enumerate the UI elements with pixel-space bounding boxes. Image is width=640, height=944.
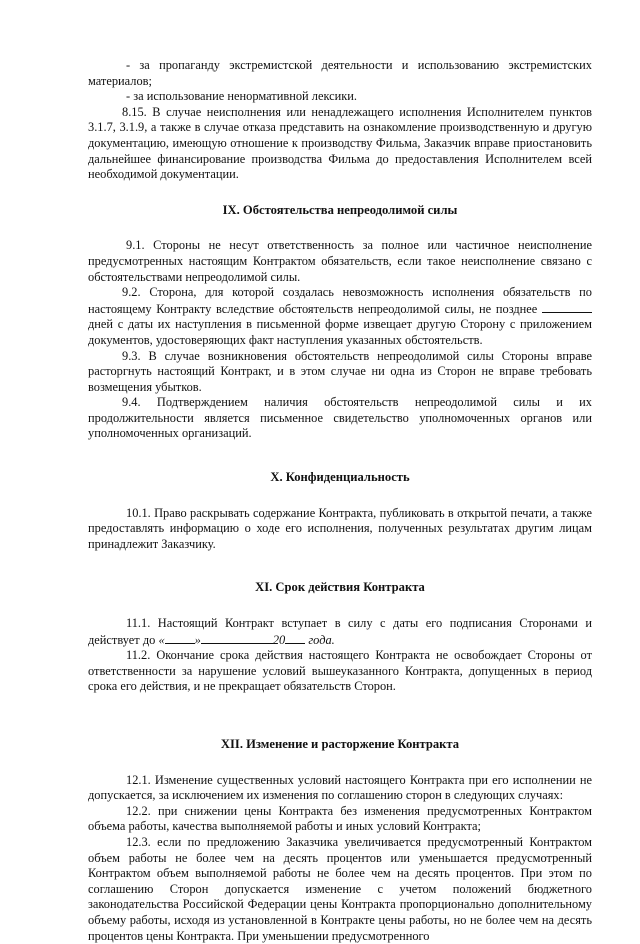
list-item: - за пропаганду экстремистской деятельности и использованию экстремистских материалов;: [88, 58, 592, 88]
section-10-title: X. Конфиденциальность: [270, 470, 410, 485]
list-item: - за использование ненормативной лексики.: [126, 89, 358, 104]
paragraph-12-3: 12.3. если по предложению Заказчика увеличивается предусмотренный Контрактом объем работы не более чем на десять процентов или уменьшается предусмотренный Контрактом объем выполняемой работы не более чем на десять процентов. При этом по соглашению Сторон допускается изменение с учетом положений бюджетного законодательства Российской Федерации цены Контракта пропорционально дополнительному объему работы, исходя из установленной в Контракте цены работы, но не более чем на десять процентов цены Контракта. При уменьшении предусмотренного: [88, 834, 592, 943]
paragraph-10-1: 10.1. Право раскрывать содержание Контракта, публиковать в открытой печати, а также предоставлять информацию о ходе его исполнения, полученных результатах другим лицам принадлежит Заказчику.: [88, 505, 592, 551]
paragraph-12-2: 12.2. при снижении цены Контракта без изменения предусмотренных Контрактом объема работы, качества выполняемой работы и иных условий Контракта;: [88, 803, 592, 834]
paragraph-12-1: 12.1. Изменение существенных условий настоящего Контракта при его исполнении не допускается, за исключением их изменения по соглашению сторон в следующих случаях:: [88, 772, 592, 803]
paragraph-9-4: 9.4. Подтверждением наличия обстоятельств непреодолимой силы и их продолжительности является письменное свидетельство уполномоченных органов или уполномоченных организаций.: [88, 395, 592, 441]
paragraph-9-3: 9.3. В случае возникновения обстоятельств непреодолимой силы Стороны вправе расторгнуть настоящий Контракт, и в этом случае ни одна из Сторон не вправе требовать возмещения убытков.: [88, 348, 592, 394]
paragraph-9-1: 9.1. Стороны не несут ответственность за полное или частичное неисполнение предусмотренных настоящим Контрактом обязательств, если такое неисполнение связано с обстоятельствами непреодолимой силы.: [88, 238, 592, 284]
document-body: [88, 58, 592, 944]
section-11-title: XI. Срок действия Контракта: [255, 580, 425, 595]
paragraph-11-2: 11.2. Окончание срока действия настоящего Контракта не освобождает Стороны от ответственности за нарушение условий вышеуказанного Контракта, допущенных в период срока его действия, и не прекращает обязательств Сторон.: [88, 648, 592, 694]
section-12-title: XII. Изменение и расторжение Контракта: [220, 737, 460, 751]
section-9-title: IX. Обстоятельства непреодолимой силы: [222, 202, 458, 217]
paragraph-11-1: 11.1. Настоящий Контракт вступает в силу с даты его подписания Сторонами и действует до « » 20 года.: [88, 616, 592, 647]
paragraph-9-2: 9.2. Сторона, для которой создалась невозможность исполнения обязательств по настоящему Контракту вследствие обстоятельств непреодолимой силы, не позднее дней с даты их наступления в письменной форме извещает другую Сторону с приложением документов, удостоверяющих факт наступления указанных обстоятельств.: [88, 285, 592, 347]
paragraph-8-15: 8.15. В случае неисполнения или ненадлежащего исполнения Исполнителем пунктов 3.1.7, 3.1.9, а также в случае отказа представить на ознакомление производственную и другую документацию, имеющую отношение к производству Фильма, Заказчик вправе приостановить дальнейшее финансирование производства Фильма до предоставления Исполнителем всей необходимой документации.: [88, 104, 592, 182]
